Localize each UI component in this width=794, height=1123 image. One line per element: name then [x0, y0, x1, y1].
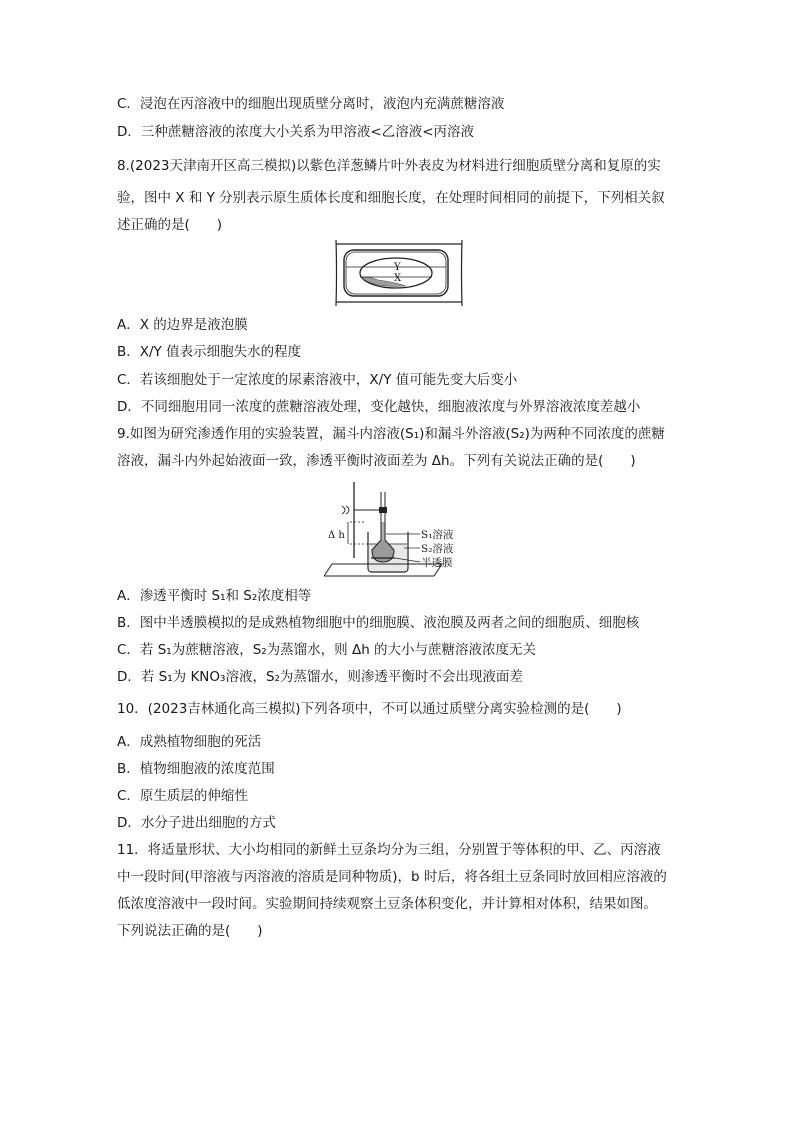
- q8-figure-label-x: X: [394, 273, 402, 284]
- q9-option-a: A．渗透平衡时 S₁和 S₂浓度相等: [117, 588, 312, 604]
- q9-figure-label-s1: S₁溶液: [421, 529, 454, 541]
- q8-option-b: B．X/Y 值表示细胞失水的程度: [117, 344, 302, 360]
- q9-figure-label-membrane: 半透膜: [421, 557, 453, 569]
- q9-option-c: C．若 S₁为蔗糖溶液，S₂为蒸馏水，则 Δh 的大小与蔗糖溶液浓度无关: [117, 642, 537, 658]
- q8-stem-line-1: 8.(2023天津南开区高三模拟)以紫色洋葱鳞片叶外表皮为材料进行细胞质壁分离和复原的实: [117, 158, 661, 174]
- q9-osmosis-apparatus-figure: [324, 478, 468, 582]
- q9-figure-label-s2: S₂溶液: [421, 543, 454, 555]
- q8-option-a: A．X 的边界是液泡膜: [117, 317, 248, 333]
- q7-option-c: C．浸泡在丙溶液中的细胞出现质壁分离时，液泡内充满蔗糖溶液: [117, 96, 505, 112]
- q11-stem-line-3: 低浓度溶液中一段时间。实验期间持续观察土豆条体积变化，并计算相对体积，结果如图。: [117, 896, 657, 912]
- q8-stem-line-3: 述正确的是( ): [117, 217, 223, 233]
- q10-option-c: C．原生质层的伸缩性: [117, 788, 248, 804]
- q8-stem-line-2: 验，图中 X 和 Y 分别表示原生质体长度和细胞长度，在处理时间相同的前提下，下列相关叙: [117, 190, 665, 206]
- q11-stem-line-1: 11．将适量形状、大小均相同的新鲜土豆条均分为三组，分别置于等体积的甲、乙、丙溶液: [117, 842, 661, 858]
- q11-stem-line-2: 中一段时间(甲溶液与丙溶液的溶质是同种物质)，b 时后，将各组土豆条同时放回相应溶液的: [117, 869, 667, 885]
- q10-option-a: A．成熟植物细胞的死活: [117, 734, 262, 750]
- q9-stem-line-2: 溶液，漏斗内外起始液面一致，渗透平衡时液面差为 Δh。下列有关说法正确的是( ): [117, 453, 636, 469]
- q9-stem-line-1: 9.如图为研究渗透作用的实验装置，漏斗内溶液(S₁)和漏斗外溶液(S₂)为两种不同浓度的蔗糖: [117, 426, 665, 442]
- q8-figure-label-y: Y: [394, 262, 401, 273]
- q11-stem-line-4: 下列说法正确的是( ): [117, 923, 263, 939]
- q9-option-d: D．若 S₁为 KNO₃溶液，S₂为蒸馏水，则渗透平衡时不会出现液面差: [117, 669, 523, 685]
- q10-option-b: B．植物细胞液的浓度范围: [117, 761, 275, 777]
- q10-option-d: D．水分子进出细胞的方式: [117, 815, 276, 831]
- q10-stem: 10．(2023吉林通化高三模拟)下列各项中，不可以通过质壁分离实验检测的是( ): [117, 701, 622, 717]
- q9-option-b: B．图中半透膜模拟的是成熟植物细胞中的细胞膜、液泡膜及两者之间的细胞质、细胞核: [117, 615, 640, 631]
- q8-option-c: C．若该细胞处于一定浓度的尿素溶液中，X/Y 值可能先变大后变小: [117, 372, 518, 388]
- q9-figure-label-delta-h: Δ h: [328, 530, 345, 541]
- q8-cell-figure: [334, 238, 464, 312]
- q8-option-d: D．不同细胞用同一浓度的蔗糖溶液处理，变化越快，细胞液浓度与外界溶液浓度差越小: [117, 399, 641, 415]
- q7-option-d: D．三种蔗糖溶液的浓度大小关系为甲溶液<乙溶液<丙溶液: [117, 124, 475, 140]
